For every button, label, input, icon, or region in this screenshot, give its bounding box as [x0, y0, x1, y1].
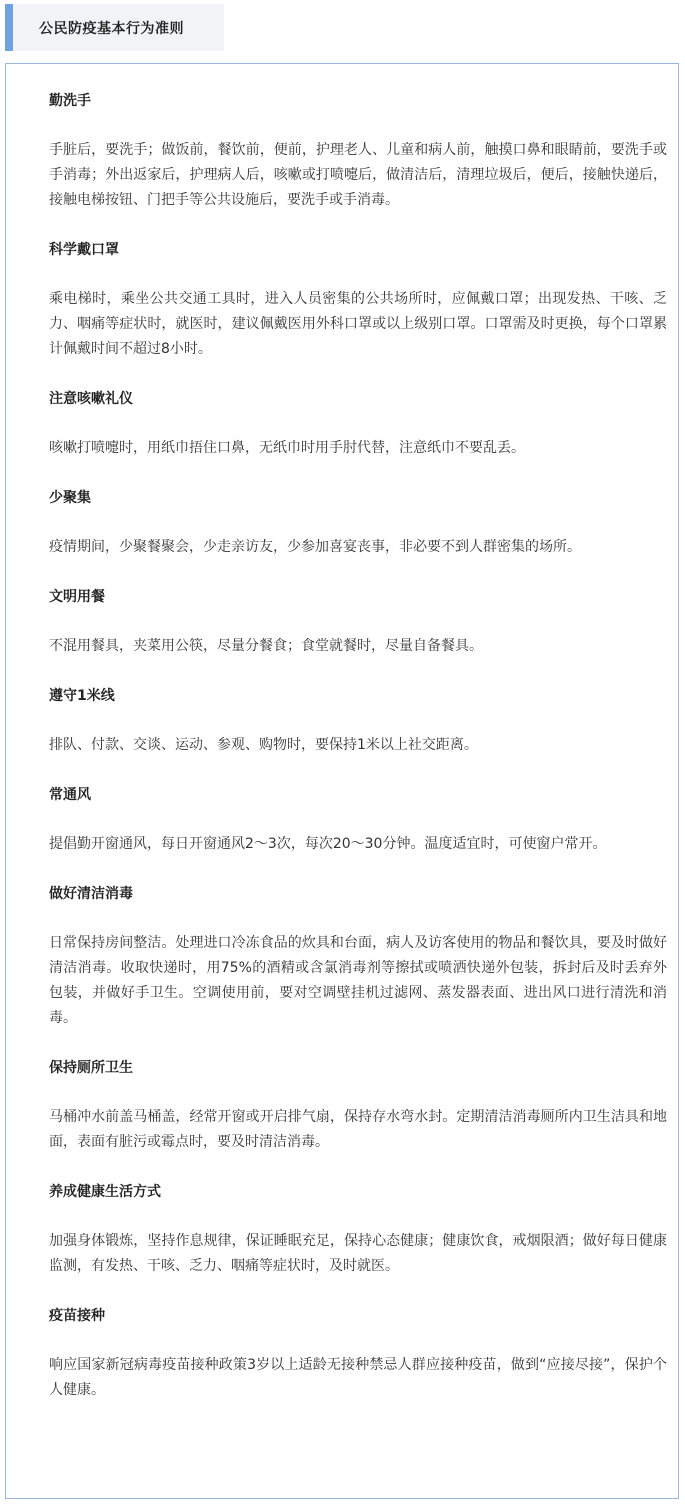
guideline-section	[49, 1056, 667, 1155]
section-body: 日常保持房间整洁。处理进口冷冻食品的炊具和台面，病人及访客使用的物品和餐饮具，要及时做好清洁消毒。收取快递时，用75%的酒精或含氯消毒剂等擦拭或喷洒快递外包装，拆封后及时丢弃外包装，并做好手卫生。空调使用前，要对空调壁挂机过滤网、蒸发器表面、进出风口进行清洗和消毒。	[49, 935, 667, 1026]
guidelines-list	[49, 89, 667, 1428]
section-title: 常通风	[49, 787, 91, 803]
header-accent-bar	[5, 4, 13, 51]
guideline-section	[49, 783, 667, 857]
section-title: 注意咳嗽礼仪	[49, 391, 133, 407]
section-body: 加强身体锻炼，坚持作息规律，保证睡眠充足，保持心态健康；健康饮食，戒烟限酒；做好每日健康监测，有发热、干咳、乏力、咽痛等症状时，及时就医。	[49, 1233, 667, 1274]
section-title: 科学戴口罩	[49, 242, 119, 258]
guideline-section	[49, 1180, 667, 1279]
section-body: 不混用餐具，夹菜用公筷，尽量分餐食；食堂就餐时，尽量自备餐具。	[49, 638, 483, 654]
guideline-section	[49, 1304, 667, 1403]
section-title: 少聚集	[49, 490, 91, 506]
guideline-section	[49, 387, 667, 461]
guideline-section	[49, 486, 667, 560]
section-body: 响应国家新冠病毒疫苗接种政策3岁以上适龄无接种禁忌人群应接种疫苗，做到“应接尽接”，保护个人健康。	[49, 1357, 667, 1398]
section-body: 提倡勤开窗通风，每日开窗通风2～3次，每次20～30分钟。温度适宜时，可使窗户常开。	[49, 836, 607, 852]
guideline-section	[49, 238, 667, 362]
section-body: 排队、付款、交谈、运动、参观、购物时，要保持1米以上社交距离。	[49, 737, 478, 753]
section-body: 手脏后，要洗手；做饭前，餐饮前，便前，护理老人、儿童和病人前，触摸口鼻和眼睛前，要洗手或手消毒；外出返家后，护理病人后，咳嗽或打喷嚏后，做清洁后，清理垃圾后，便后，接触快递后，接触电梯按钮、门把手等公共设施后，要洗手或手消毒。	[49, 142, 667, 208]
page-title: 公民防疫基本行为准则	[39, 20, 184, 37]
section-body: 马桶冲水前盖马桶盖，经常开窗或开启排气扇，保持存水弯水封。定期清洁消毒厕所内卫生洁具和地面，表面有脏污或霉点时，要及时清洁消毒。	[49, 1109, 667, 1150]
guideline-section	[49, 882, 667, 1031]
section-title: 养成健康生活方式	[49, 1184, 161, 1200]
section-body: 疫情期间，少聚餐聚会，少走亲访友，少参加喜宴丧事，非必要不到人群密集的场所。	[49, 539, 581, 555]
guideline-section	[49, 89, 667, 213]
section-title: 保持厕所卫生	[49, 1060, 133, 1076]
guideline-section	[49, 585, 667, 659]
section-body: 咳嗽打喷嚏时，用纸巾捂住口鼻，无纸巾时用手肘代替，注意纸巾不要乱丢。	[49, 440, 525, 456]
content-box	[5, 63, 679, 1499]
guideline-section	[49, 684, 667, 758]
section-title: 勤洗手	[49, 93, 91, 109]
section-header	[5, 4, 224, 51]
section-title: 疫苗接种	[49, 1308, 105, 1324]
section-title: 做好清洁消毒	[49, 886, 133, 902]
section-title: 遵守1米线	[49, 688, 115, 704]
section-body: 乘电梯时，乘坐公共交通工具时，进入人员密集的公共场所时，应佩戴口罩；出现发热、干咳、乏力、咽痛等症状时，就医时，建议佩戴医用外科口罩或以上级别口罩。口罩需及时更换，每个口罩累计佩戴时间不超过8小时。	[49, 291, 667, 357]
section-title: 文明用餐	[49, 589, 105, 605]
